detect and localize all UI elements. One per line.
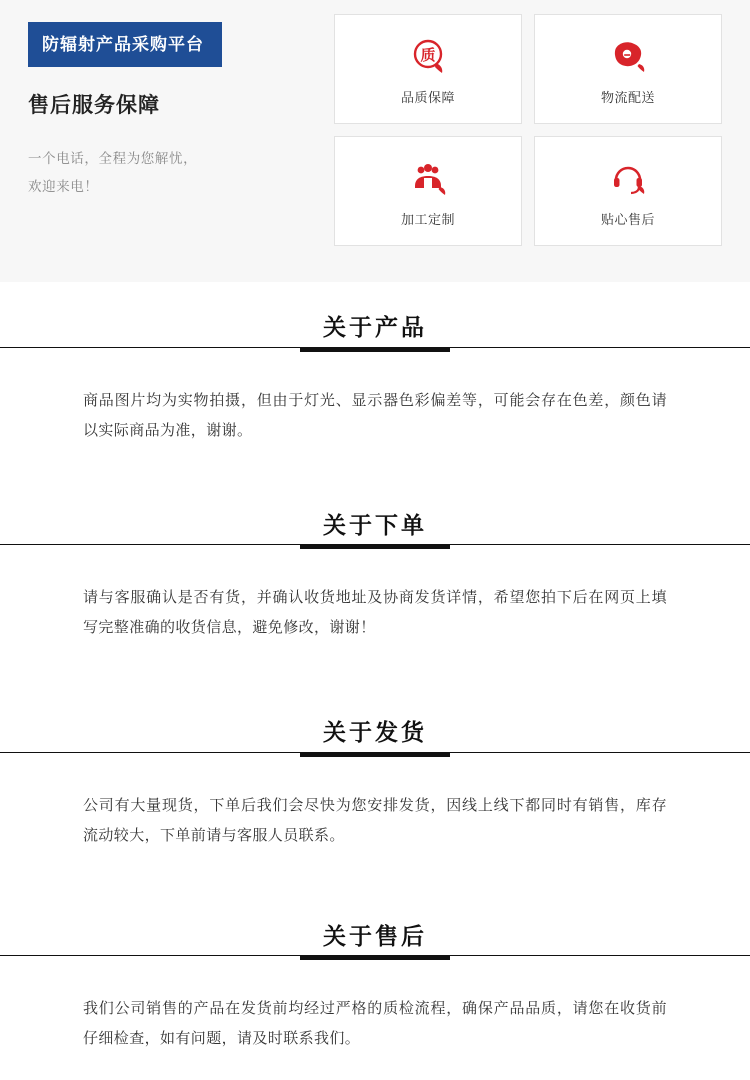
section-heading — [149, 923, 601, 961]
section-heading — [149, 314, 601, 352]
brand-badge: 防辐射产品采购平台 — [28, 22, 222, 67]
section-body-text: 公司有大量现货，下单后我们会尽快为您安排发货，因线上线下都同时有销售，库存流动较大，下单前请与客服人员联系。 — [83, 796, 667, 844]
banner-subtitle — [28, 145, 328, 202]
banner-text-block — [28, 22, 328, 202]
section-body-text: 我们公司销售的产品在发货前均经过严格的质检流程，确保产品品质，请您在收货前仔细检查，如有问题，请及时联系我们。 — [83, 1000, 667, 1048]
service-feature-label: 品质保障 — [400, 89, 455, 105]
heading-rule-thick — [300, 348, 450, 352]
custom-manufacturing-icon — [405, 155, 451, 201]
heading-rule-thick — [300, 753, 450, 757]
service-feature-quality — [334, 14, 522, 124]
section-spacer — [0, 446, 750, 512]
headset-service-icon — [605, 155, 651, 201]
service-feature-grid — [334, 14, 722, 246]
after-sales-banner — [0, 0, 750, 282]
section-body-text: 请与客服确认是否有货，并确认收货地址及协商发货详情，希望您拍下后在网页上填写完整准确的收货信息，避免修改，谢谢！ — [83, 589, 667, 637]
china-map-delivery-icon — [605, 33, 651, 79]
section-heading-text: 关于下单 — [313, 512, 437, 540]
section-about-shipping — [0, 719, 750, 851]
heading-rule-thick — [300, 956, 450, 960]
section-body-text: 商品图片均为实物拍摄，但由于灯光、显示器色彩偏差等，可能会存在色差，颜色请以实际商品为准，谢谢。 — [83, 391, 667, 439]
heading-rule-thick — [300, 545, 450, 549]
banner-subtitle-line-2: 欢迎来电！ — [28, 179, 99, 195]
section-after-sales — [0, 923, 750, 1055]
service-feature-label: 加工定制 — [400, 211, 455, 227]
section-about-product — [0, 314, 750, 446]
section-heading-text: 关于产品 — [313, 314, 437, 342]
service-feature-label: 贴心售后 — [600, 211, 655, 227]
section-about-order — [0, 512, 750, 644]
service-feature-support — [534, 136, 722, 246]
section-spacer — [0, 643, 750, 719]
banner-subtitle-line-1: 一个电话，全程为您解忧， — [28, 151, 198, 166]
service-feature-custom — [334, 136, 522, 246]
section-heading — [149, 719, 601, 757]
section-heading-text: 关于发货 — [313, 719, 437, 747]
service-feature-label: 物流配送 — [600, 89, 655, 105]
quality-seal-icon — [405, 33, 451, 79]
section-heading-text: 关于售后 — [313, 923, 437, 951]
section-spacer — [0, 851, 750, 923]
section-heading — [149, 512, 601, 550]
banner-title: 售后服务保障 — [28, 94, 160, 117]
service-feature-logistics — [534, 14, 722, 124]
svg-text:质: 质 — [420, 46, 436, 64]
info-sections — [0, 282, 750, 1054]
